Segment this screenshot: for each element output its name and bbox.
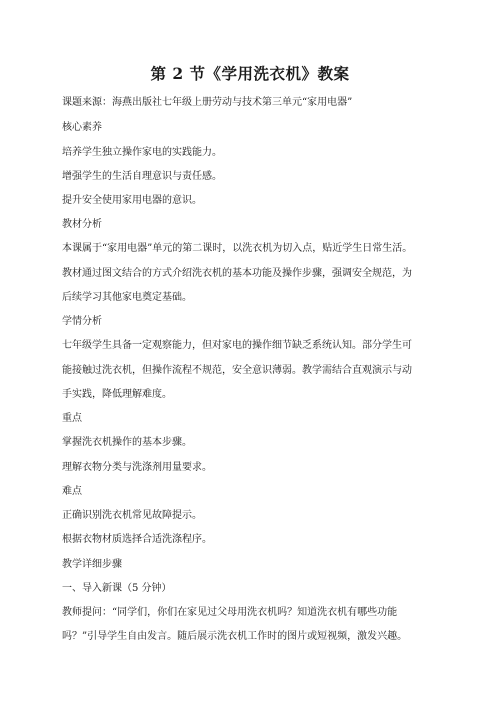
paragraph-line: 本课属于“家用电器”单元的第二课时，以洗衣机为切入点，贴近学生日常生活。 — [62, 243, 413, 254]
paragraph-line: 理解衣物分类与洗涤剂用量要求。 — [62, 462, 212, 473]
paragraph-line: 正确识别洗衣机常见故障提示。 — [62, 510, 202, 521]
paragraph-line: 吗？”引导学生自由发言。随后展示洗衣机工作时的图片或短视频，激发兴趣。 — [62, 631, 408, 642]
paragraph-line: 教师提问：“同学们，你们在家见过父母用洗衣机吗？知道洗衣机有哪些功能 — [62, 607, 398, 618]
paragraph-line: 后续学习其他家电奠定基础。 — [62, 292, 192, 303]
section-heading-textbook-analysis: 教材分析 — [62, 219, 102, 230]
section-heading-student-analysis: 学情分析 — [62, 316, 102, 327]
section-heading-difficulties: 难点 — [62, 486, 82, 497]
source-line: 课题来源：海燕出版社七年级上册劳动与技术第三单元“家用电器” — [62, 97, 353, 108]
subsection-heading-introduction: 一、导入新课（5 分钟） — [62, 583, 172, 594]
paragraph-line: 提升安全使用家用电器的意识。 — [62, 195, 202, 206]
section-heading-key-points: 重点 — [62, 413, 82, 424]
section-heading-teaching-steps: 教学详细步骤 — [62, 559, 122, 570]
section-heading-core-literacy: 核心素养 — [62, 122, 102, 133]
document-title: 第 2 节《学用洗衣机》教案 — [150, 64, 350, 83]
paragraph-line: 掌握洗衣机操作的基本步骤。 — [62, 437, 192, 448]
paragraph-line: 手实践，降低理解难度。 — [62, 389, 172, 400]
paragraph-line: 七年级学生具备一定观察能力，但对家电的操作细节缺乏系统认知。部分学生可 — [62, 340, 412, 351]
paragraph-line: 增强学生的生活自理意识与责任感。 — [62, 171, 222, 182]
paragraph-line: 教材通过图文结合的方式介绍洗衣机的基本功能及操作步骤，强调安全规范，为 — [62, 268, 412, 279]
paragraph-line: 培养学生独立操作家电的实践能力。 — [62, 147, 222, 158]
paragraph-line: 能接触过洗衣机，但操作流程不规范，安全意识薄弱。教学需结合直观演示与动 — [62, 365, 412, 376]
paragraph-line: 根据衣物材质选择合适洗涤程序。 — [62, 534, 212, 545]
